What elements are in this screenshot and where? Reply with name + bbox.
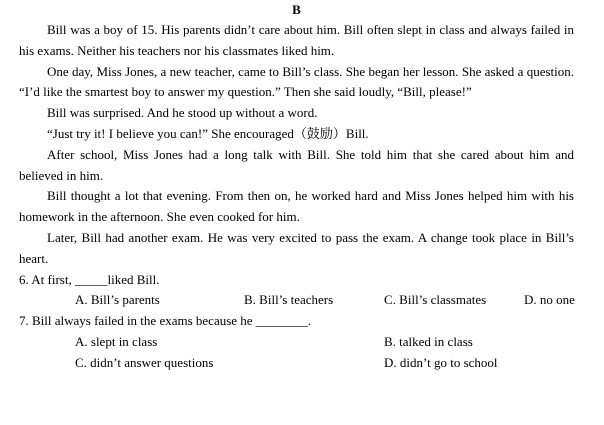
option-b: B. Bill’s teachers	[244, 292, 334, 308]
option-d: D. no one	[524, 292, 575, 308]
option-a: A. Bill’s parents	[75, 292, 160, 308]
question-stem: 6. At first, _____liked Bill.	[19, 271, 160, 287]
option-d: D. didn’t go to school	[384, 354, 498, 370]
passage	[19, 20, 574, 270]
passage-paragraph-2: One day, Miss Jones, a new teacher, came to Bill’s class. She began her lesson. She asked a question. “I’d like the smartest boy to answer my question.” Then she said loudly, “Bill, please!”	[19, 63, 574, 100]
question-stem: 7. Bill always failed in the exams because he ________.	[19, 313, 312, 329]
passage-paragraph-3: Bill was surprised. And he stood up without a word.	[47, 105, 318, 121]
option-a: A. slept in class	[75, 333, 158, 349]
option-c: C. Bill’s classmates	[384, 292, 487, 308]
question-options	[19, 290, 574, 311]
question-options	[19, 332, 574, 374]
option-c: C. didn’t answer questions	[75, 354, 214, 370]
passage-paragraph-4: “Just try it! I believe you can!” She encouraged（鼓励）Bill.	[47, 125, 369, 141]
passage-paragraph-6: Bill thought a lot that evening. From then on, he worked hard and Miss Jones helped him with his homework in the afternoon. She even cooked for him.	[19, 188, 574, 225]
passage-paragraph-1: Bill was a boy of 15. His parents didn’t care about him. Bill often slept in class and always failed in his exams. Neither his teachers nor his classmates liked him.	[19, 22, 574, 58]
question-6	[19, 270, 574, 312]
passage-paragraph-5: After school, Miss Jones had a long talk with Bill. She told him that she cared about him and believed in him.	[19, 146, 574, 183]
section-title: B	[292, 2, 301, 17]
passage-paragraph-7: Later, Bill had another exam. He was very excited to pass the exam. A change took place in Bill’s heart.	[19, 229, 574, 266]
question-7	[19, 311, 574, 373]
option-b: B. talked in class	[384, 333, 473, 349]
